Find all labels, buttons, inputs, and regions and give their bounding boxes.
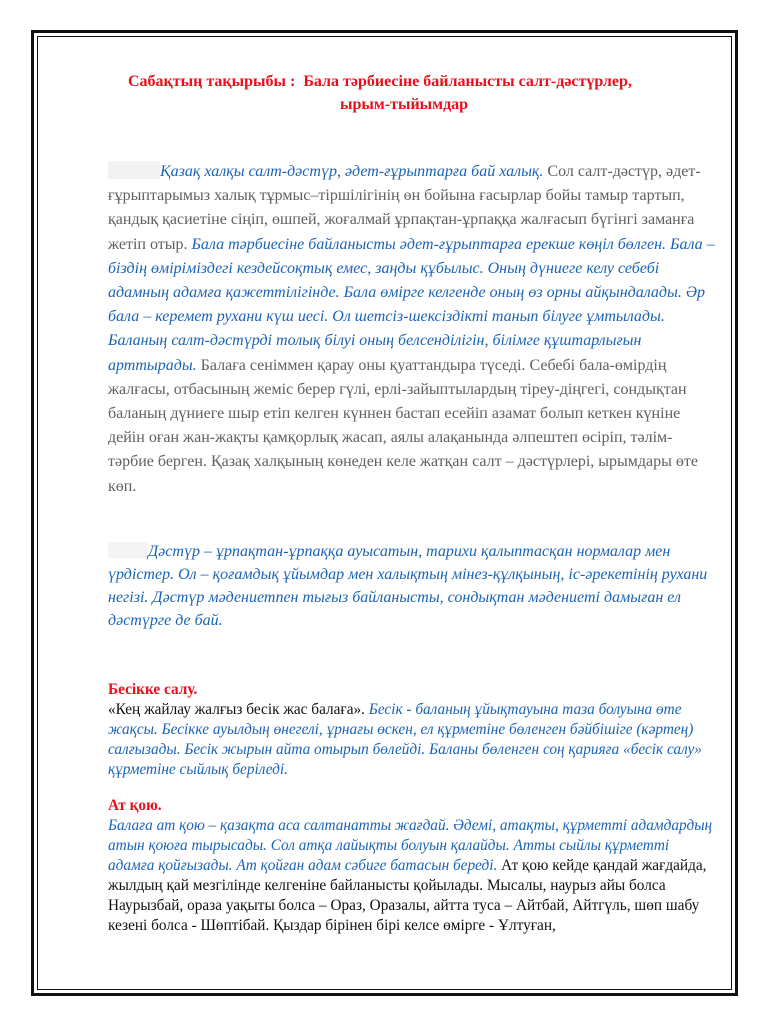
- section-naming: [108, 796, 716, 936]
- heading-dot: .: [157, 797, 162, 814]
- title-label: Сабақтың тақырыбы :: [128, 73, 296, 90]
- section-heading: Бесікке салу: [108, 681, 194, 698]
- indent-highlight-2: [108, 542, 148, 558]
- naming-italic: Балаға ат қою – қазақта аса салтанатты жағдай. Әдемі, атақты, құрметті адамдардың атын қоюға тырысады. Сол атқа лайықты болуын қалайды. Атты сыйлы құрметті адамға қойғызады. Ат қойған адам сәбиге батасын береді.: [108, 817, 713, 874]
- section-heading: Ат қою: [108, 797, 158, 814]
- title-line-1: [110, 70, 710, 93]
- cradle-quote: «Кең жайлау жалғыз бесік жас балаға».: [108, 701, 365, 718]
- section-body: [108, 700, 716, 780]
- intro-text-1: Сол салт-дәстүр, әдет-ғұрыптарымыз халық тұрмыс–тіршілігінің өн бойына ғасырлар бойы тамыр тартып, қандық қасиетіне сіңіп, өшпей, жоғалмай ұрпақтан-ұрпаққа жалғасып бүгінгі заманға жетіп отыр.: [108, 163, 701, 253]
- intro-italic-2: Бала тәрбиесіне байланысты әдет-ғұрыптарға ерекше көңіл бөлген. Бала – біздің өміріміздегі кездейсоқтық емес, заңды құбылыс. Оның дүниеге келу себебі адамның адамға қажеттілігінде. Бала өмірге келгенде оның өз орны айқындалады. Әр бала – керемет рухани күш иесі. Ол шетсіз-шексіздікті танып білуге ұмтылады. Баланың салт-дәстүрді толық білуі оның белсенділігін, білімге құштарлығын арттырады.: [108, 235, 715, 374]
- section-cradle: [108, 680, 716, 780]
- intro-text-2: Балаға сеніммен қарау оны қуаттандыра түседі. Себебі бала-өмірдің жалғасы, отбасының жеміс берер гүлі, ерлі-зайыптылардың тіреу-діңгегі, сондықтан баланың дүниеге шыр етіп келген күннен бастап есейіп азамат болып кеткен күніне дейін оған жан-жақты қамқорлық жасап, аялы алақанында әлпештеп өсіріп, тәлім-тәрбие берген. Қазақ халқының көнеден келе жатқан салт – дәстүрлері, ырымдары өте көп.: [108, 356, 698, 495]
- section-heading-line: [108, 680, 716, 700]
- section-heading-line: [108, 796, 716, 816]
- naming-text: Ат қою кейде қандай жағдайда, жылдың қай мезгілінде келгеніне байланысты қойылады. Мысалы, наурыз айы болса Наурызбай, ораза уақыты болса – Ораз, Оразалы, айтта туса – Айтбай, Айтгүль, шөп шабу кезені болса - Шөптібай. Қыздар бірінен бірі келсе өмірге - Ұлтуған,: [108, 857, 707, 934]
- title-text-1: Бала тәрбиесіне байланысты салт-дәстүрлер,: [303, 73, 632, 90]
- title-line-2: ырым-тыйымдар: [340, 96, 469, 113]
- paragraph-tradition: [108, 540, 716, 632]
- heading-dot: .: [193, 681, 198, 698]
- lesson-title: [110, 70, 710, 116]
- tradition-text: Дәстүр – ұрпақтан-ұрпаққа ауысатын, тарихи қалыптасқан нормалар мен үрдістер. Ол – қоғамдық ұйымдар мен халықтың мінез-құлқының, іс-әрекетінің рухани негізі. Дәстүр мәдениетпен тығыз байланысты, сондықтан мәдениеті дамыған ел дәстүрге де бай.: [108, 543, 708, 629]
- cradle-italic: Бесік - баланың ұйықтауына таза болуына өте жақсы. Бесікке ауылдың өнегелі, ұрнағы өскен, ел құрметіне бөленген бәйбішіге (кәртең) салғызады. Бесік жырын айта отырып бөлейді. Баланы бөленген соң қарияға «бесік салу» құрметіне сыйлық беріледі.: [108, 701, 702, 778]
- paragraph-intro: [108, 160, 716, 499]
- intro-italic: Қазақ халқы салт-дәстүр, әдет-ғұрыптарға бай халық.: [160, 163, 544, 180]
- section-body: [108, 816, 716, 936]
- indent-highlight: [108, 161, 160, 179]
